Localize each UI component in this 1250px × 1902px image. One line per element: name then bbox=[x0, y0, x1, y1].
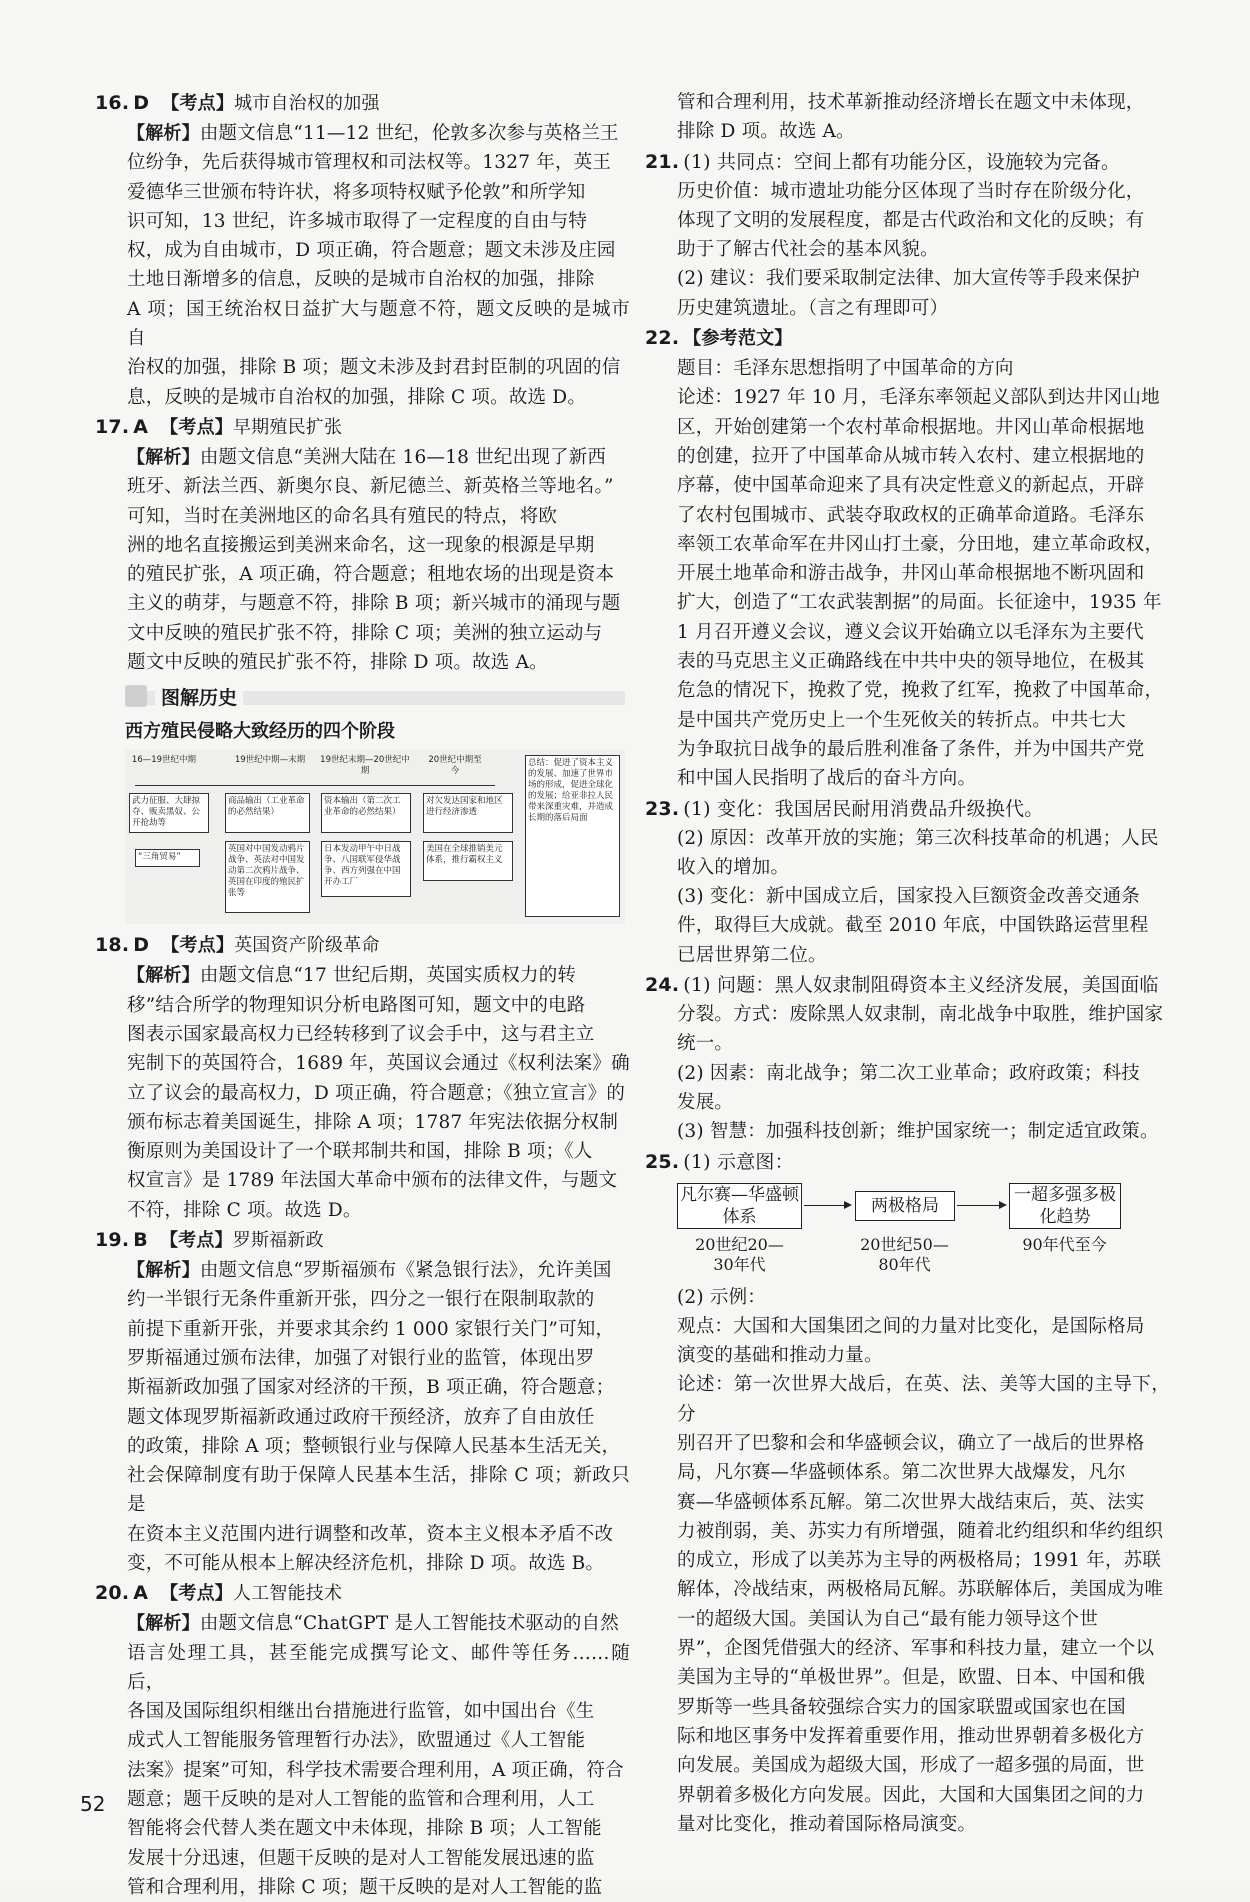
tag-label: 【考点】 bbox=[160, 416, 233, 438]
line: 发展。 bbox=[677, 1091, 734, 1113]
answer: D bbox=[133, 92, 150, 114]
stage-box: 商品输出（工业革命的必然结果） bbox=[225, 793, 310, 833]
line: 赛—华盛顿体系瓦解。第二次世界大战结束后，英、法实 bbox=[677, 1491, 1145, 1513]
question-17 bbox=[95, 412, 630, 677]
line: (1) 变化：我国居民耐用消费品升级换代。 bbox=[683, 797, 1044, 820]
stage-box: 武力征服、大肆掠夺、贩卖黑奴、公开抢劫等 bbox=[129, 793, 209, 833]
question-number: 24. bbox=[645, 974, 680, 997]
page-number: 52 bbox=[80, 1792, 106, 1816]
analysis-label: 【解析】 bbox=[127, 1613, 200, 1635]
line: 排除 D 项。故选 A。 bbox=[677, 121, 855, 143]
section-banner bbox=[95, 683, 630, 709]
line: 开展土地革命和游击战争，井冈山革命根据地不断巩固和 bbox=[677, 563, 1145, 585]
answer: A bbox=[133, 415, 149, 438]
line: 洲的地名直接搬运到美洲来命名，这一现象的根源是早期 bbox=[127, 534, 595, 556]
question-18 bbox=[95, 930, 630, 1225]
question-24 bbox=[645, 970, 1170, 1146]
line: 不符，排除 C 项。故选 D。 bbox=[127, 1199, 362, 1221]
line: 斯福新政加强了国家对经济的干预，B 项正确，符合题意； bbox=[127, 1377, 615, 1399]
arrow-right-icon bbox=[804, 1205, 850, 1206]
line: 语言处理工具，甚至能完成撰写论文、邮件等任务……随后， bbox=[127, 1642, 630, 1693]
question-number: 22. bbox=[645, 327, 680, 350]
line: 是中国共产党历史上一个生死攸关的转折点。中共七大 bbox=[677, 709, 1126, 731]
line: 智能将会代替人类在题文中未体现，排除 B 项；人工智能 bbox=[127, 1818, 602, 1840]
line: 图表示国家最高权力已经转移到了议会手中，这与君主立 bbox=[127, 1023, 595, 1045]
stage-example: 英国对中国发动鸦片战争、英法对中国发动第二次鸦片战争、英国在印度的殖民扩张等 bbox=[225, 841, 310, 913]
topic: 城市自治权的加强 bbox=[234, 93, 380, 114]
topic: 人工智能技术 bbox=[232, 1583, 343, 1605]
line: 各国及国际组织相继出台措施进行监管，如中国出台《生 bbox=[127, 1701, 595, 1723]
stage-example: 美国在全球推销美元体系，推行霸权主义 bbox=[423, 841, 513, 881]
timeline bbox=[135, 785, 495, 786]
line: 约一半银行无条件重新开张，四分之一银行在限制取款的 bbox=[127, 1289, 595, 1311]
line: 和中国人民指明了战后的奋斗方向。 bbox=[677, 768, 977, 790]
line: (2) 原因：改革开放的实施；第三次科技革命的机遇；人民 bbox=[677, 827, 1159, 849]
line: 移”结合所学的物理知识分析电路图可知，题文中的电路 bbox=[127, 994, 586, 1016]
question-23 bbox=[645, 794, 1170, 970]
line: 宪制下的英国符合，1689 年，英国议会通过《权利法案》确 bbox=[127, 1053, 630, 1075]
line: 1 月召开遵义会议，遵义会议开始确立以毛泽东为主要代 bbox=[677, 621, 1144, 643]
line: 由题文信息“ChatGPT 是人工智能技术驱动的自然 bbox=[199, 1613, 619, 1635]
analysis-label: 【解析】 bbox=[127, 446, 200, 468]
line: 的成立，形成了以美苏为主导的两极格局；1991 年，苏联 bbox=[677, 1550, 1162, 1572]
tag-label: 【考点】 bbox=[159, 1230, 233, 1252]
line: 区，开始创建第一个农村革命根据地。井冈山革命根据地 bbox=[677, 416, 1145, 438]
question-number: 18. bbox=[95, 934, 130, 957]
line: 管和合理利用，技术革新推动经济增长在题文中未体现， bbox=[677, 92, 1145, 113]
question-21 bbox=[645, 147, 1170, 323]
line: 际和地区事务中发挥着重要作用，推动世界朝着多极化方 bbox=[677, 1725, 1145, 1747]
answer: A bbox=[133, 1582, 149, 1605]
line: (2) 建议：我们要采取制定法律、加大宣传等手段来保护 bbox=[677, 268, 1140, 290]
tag-label: 【考点】 bbox=[161, 93, 235, 114]
stage-box: 对欠发达国家和地区进行经济渗透 bbox=[423, 793, 513, 833]
line: 的创建，拉开了中国革命从城市转入农村、建立根据地的 bbox=[677, 445, 1145, 467]
line: 由题文信息“罗斯福颁布《紧急银行法》，允许美国 bbox=[199, 1260, 612, 1282]
line: 向发展。美国成为超级大国，形成了一超多强的局面，世 bbox=[677, 1755, 1145, 1777]
line: 力被削弱，美、苏实力有所增强，随着北约组织和华约组织 bbox=[677, 1520, 1164, 1542]
line: 治权的加强，排除 B 项；题文未涉及封君封臣制的巩固的信 bbox=[127, 357, 621, 379]
summary-box: 总结：促进了资本主义的发展、加速了世界市场的形成，促进全球化的发展；给亚非拉人民带来深重灾难，并造成长期的落后局面 bbox=[525, 755, 620, 917]
line: 权，成为自由城市，D 项正确，符合题意；题文未涉及庄园 bbox=[127, 240, 616, 262]
diagram-box: 两极格局 bbox=[855, 1191, 955, 1221]
line: 解体，冷战结束，两极格局瓦解。苏联解体后，美国成为唯 bbox=[677, 1579, 1164, 1601]
line: 界”，企图凭借强大的经济、军事和科技力量，建立一个以 bbox=[677, 1638, 1155, 1660]
left-column bbox=[95, 88, 630, 1902]
line: (2) 示例： bbox=[677, 1286, 766, 1308]
section-title: 图解历史 bbox=[155, 683, 243, 710]
line: 已居世界第二位。 bbox=[677, 944, 827, 966]
diagram-box: 一超多强多极化趋势 bbox=[1009, 1183, 1121, 1229]
question-number: 21. bbox=[645, 150, 680, 173]
period-label: 90年代至今 bbox=[1022, 1234, 1107, 1254]
line: 发展十分迅速，但题干反映的是对人工智能发展迅速的监 bbox=[127, 1847, 595, 1869]
question-number: 23. bbox=[645, 797, 680, 820]
question-number: 19. bbox=[95, 1229, 130, 1252]
line: 局，凡尔赛—华盛顿体系。第二次世界大战爆发，凡尔 bbox=[677, 1462, 1126, 1484]
period-label: 20世纪20—30年代 bbox=[695, 1234, 784, 1274]
question-20 bbox=[95, 1578, 630, 1902]
line: 量对比变化，推动着国际格局演变。 bbox=[677, 1813, 977, 1835]
question-number: 17. bbox=[95, 415, 130, 438]
stage-label: 20世纪中期至今 bbox=[428, 755, 482, 777]
question-16 bbox=[95, 88, 630, 412]
line: 文中反映的殖民扩张不符，排除 C 项；美洲的独立运动与 bbox=[127, 622, 603, 644]
line: 罗斯福通过颁布法律，加强了对银行业的监管，体现出罗 bbox=[127, 1347, 595, 1369]
line: (1) 共同点：空间上都有功能分区，设施较为完备。 bbox=[683, 150, 1121, 173]
question-25 bbox=[645, 1147, 1170, 1840]
stage-example: 日本发动甲午中日战争、八国联军侵华战争、西方列强在中国开办工厂 bbox=[321, 841, 411, 897]
answer: B bbox=[133, 1229, 148, 1252]
line: 主义的萌芽，与题意不符，排除 B 项；新兴城市的涌现与题 bbox=[127, 593, 621, 615]
line: 识可知，13 世纪，许多城市取得了一定程度的自由与特 bbox=[127, 210, 588, 232]
line: 扩大，创造了“工农武装割据”的局面。长征途中，1935 年 bbox=[677, 592, 1162, 614]
line: 立了议会的最高权力，D 项正确，符合题意；《独立宣言》的 bbox=[127, 1082, 626, 1104]
line: 罗斯等一些具备较强综合实力的国家联盟或国家也在国 bbox=[677, 1696, 1126, 1718]
line: (3) 智慧：加强科技创新；维护国家统一；制定适宜政策。 bbox=[677, 1121, 1159, 1143]
topic: 早期殖民扩张 bbox=[232, 416, 343, 438]
figure-title: 西方殖民侵略大致经历的四个阶段 bbox=[125, 721, 395, 743]
line: 爱德华三世颁布特许状，将多项特权赋予伦敦”和所学知 bbox=[127, 181, 586, 203]
line: 社会保障制度有助于保障人民基本生活，排除 C 项；新政只是 bbox=[127, 1465, 630, 1516]
line: 历史价值：城市遗址功能分区体现了当时存在阶级分化， bbox=[677, 180, 1145, 202]
line: 危急的情况下，挽救了党，挽救了红军，挽救了中国革命， bbox=[677, 680, 1164, 702]
line: 一的超级大国。美国认为自己“最有能力领导这个世 bbox=[677, 1608, 1099, 1630]
line: 颁布标志着美国诞生，排除 A 项；1787 年宪法依据分权制 bbox=[127, 1111, 619, 1133]
line: 由题文信息“美洲大陆在 16—18 世纪出现了新西 bbox=[199, 446, 607, 468]
line: 论述：第一次世界大战后，在英、法、美等大国的主导下，分 bbox=[677, 1374, 1170, 1425]
line: 历史建筑遗址。（言之有理即可） bbox=[677, 297, 949, 319]
line: (1) 问题：黑人奴隶制阻碍资本主义经济发展，美国面临 bbox=[683, 974, 1159, 997]
line: 助于了解古代社会的基本风貌。 bbox=[677, 239, 939, 261]
question-19 bbox=[95, 1225, 630, 1578]
stage-label: 19世纪中期—末期 bbox=[234, 755, 306, 766]
line: 论述：1927 年 10 月，毛泽东率领起义部队到达井冈山地 bbox=[677, 387, 1160, 409]
line: (2) 因素：南北战争；第二次工业革命；政府政策；科技 bbox=[677, 1062, 1140, 1084]
analysis-label: 【解析】 bbox=[127, 1260, 200, 1282]
stage-label: 19世纪末期—20世纪中期 bbox=[320, 755, 410, 777]
topic: 英国资产阶级革命 bbox=[234, 935, 380, 957]
line: 题目：毛泽东思想指明了中国革命的方向 bbox=[677, 358, 1014, 380]
line: 位纷争，先后获得城市管理权和司法权等。1327 年，英王 bbox=[127, 152, 612, 174]
line: 成式人工智能服务管理暂行办法》，欧盟通过《人工智能 bbox=[127, 1730, 586, 1752]
stage-box: 资本输出（第二次工业革命的必然结果） bbox=[321, 793, 411, 833]
line: 的殖民扩张，A 项正确，符合题意；租地农场的出现是资本 bbox=[127, 564, 615, 586]
diagram-box: 凡尔赛—华盛顿体系 bbox=[677, 1183, 802, 1229]
line: 前提下重新开张，并要求其余约 1 000 家银行关门”可知， bbox=[127, 1318, 615, 1340]
line: 题文中反映的殖民扩张不符，排除 D 项。故选 A。 bbox=[127, 652, 548, 674]
line: 别召开了巴黎和会和华盛顿会议，确立了一战后的世界格 bbox=[677, 1432, 1145, 1454]
line: 表的马克思主义正确路线在中共中央的领导地位，在极其 bbox=[677, 651, 1145, 673]
line: 在资本主义范围内进行调整和改革，资本主义根本矛盾不改 bbox=[127, 1523, 614, 1545]
line: 法案》提案”可知，科学技术需要合理利用，A 项正确，符合 bbox=[127, 1759, 624, 1781]
line: 演变的基础和推动力量。 bbox=[677, 1345, 883, 1367]
line: 权宣言》是 1789 年法国大革命中颁布的法律文件，与题文 bbox=[127, 1170, 618, 1192]
right-column bbox=[645, 88, 1170, 1839]
stage-example: “三角贸易” bbox=[135, 849, 200, 867]
line: 为争取抗日战争的最后胜利准备了条件，并为中国共产党 bbox=[677, 738, 1145, 760]
line: 由题文信息“17 世纪后期，英国实质权力的转 bbox=[199, 965, 577, 987]
stage-label: 16—19世纪中期 bbox=[131, 755, 197, 766]
analysis-label: 【解析】 bbox=[127, 123, 200, 144]
line: 分裂。方式：废除黑人奴隶制，南北战争中取胜，维护国家 bbox=[677, 1004, 1164, 1026]
line: 息，反映的是城市自治权的加强，排除 C 项。故选 D。 bbox=[127, 386, 587, 408]
line: 了农村包围城市、武装夺取政权的正确革命道路。毛泽东 bbox=[677, 504, 1145, 526]
tag-label: 【参考范文】 bbox=[683, 328, 793, 350]
line: 题意；题干反映的是对人工智能的监管和合理利用，人工 bbox=[127, 1789, 595, 1811]
line: 统一。 bbox=[677, 1033, 734, 1055]
line: 题文体现罗斯福新政通过政府干预经济，放弃了自由放任 bbox=[127, 1406, 595, 1428]
period-label: 20世纪50—80年代 bbox=[860, 1234, 949, 1274]
line: (3) 变化：新中国成立后，国家投入巨额资金改善交通条 bbox=[677, 886, 1140, 908]
question-number: 20. bbox=[95, 1582, 130, 1605]
line: 由题文信息“11—12 世纪，伦敦多次参与英格兰王 bbox=[199, 123, 619, 144]
line: 体现了文明的发展程度，都是古代政治和文化的反映；有 bbox=[677, 209, 1145, 231]
line: 率领工农革命军在井冈山打土豪，分田地，建立革命政权， bbox=[677, 533, 1164, 555]
line: A 项；国王统治权日益扩大与题意不符，题文反映的是城市自 bbox=[127, 298, 630, 350]
line: 班牙、新法兰西、新奥尔良、新尼德兰、新英格兰等地名。” bbox=[127, 476, 614, 498]
line: 观点：大国和大国集团之间的力量对比变化，是国际格局 bbox=[677, 1315, 1145, 1337]
line: 变，不可能从根本上解决经济危机，排除 D 项。故选 B。 bbox=[127, 1552, 605, 1574]
line: 衡原则为美国设计了一个联邦制共和国，排除 B 项；《人 bbox=[127, 1141, 593, 1163]
line: 的政策，排除 A 项；整顿银行业与保障人民基本生活无关， bbox=[127, 1435, 621, 1457]
arrow-right-icon bbox=[957, 1205, 1005, 1206]
line: 管和合理利用，排除 C 项；题干反映的是对人工智能的监 bbox=[127, 1876, 603, 1898]
world-order-diagram bbox=[677, 1181, 1170, 1281]
line: 界朝着多极化方向发展。因此，大国和大国集团之间的力 bbox=[677, 1784, 1145, 1806]
line: 序幕，使中国革命迎来了具有决定性意义的新起点，开辟 bbox=[677, 475, 1145, 497]
line: 件，取得巨大成就。截至 2010 年底，中国铁路运营里程 bbox=[677, 915, 1149, 937]
line: 土地日渐增多的信息，反映的是城市自治权的加强，排除 bbox=[127, 269, 595, 291]
analysis-label: 【解析】 bbox=[127, 965, 200, 987]
line: 美国为主导的“单极世界”。但是，欧盟、日本、中国和俄 bbox=[677, 1667, 1146, 1689]
line: (1) 示意图： bbox=[683, 1150, 794, 1173]
question-number: 16. bbox=[95, 92, 130, 114]
line: 收入的增加。 bbox=[677, 856, 790, 878]
question-22 bbox=[645, 323, 1170, 793]
tag-label: 【考点】 bbox=[161, 935, 235, 957]
line: 可知，当时在美洲地区的命名具有殖民的特点，将欧 bbox=[127, 505, 558, 527]
question-number: 25. bbox=[645, 1150, 680, 1173]
topic: 罗斯福新政 bbox=[232, 1230, 324, 1252]
tag-label: 【考点】 bbox=[160, 1583, 233, 1605]
answer: D bbox=[133, 934, 150, 957]
colonial-stages-figure bbox=[125, 749, 625, 924]
book-icon bbox=[125, 685, 147, 707]
